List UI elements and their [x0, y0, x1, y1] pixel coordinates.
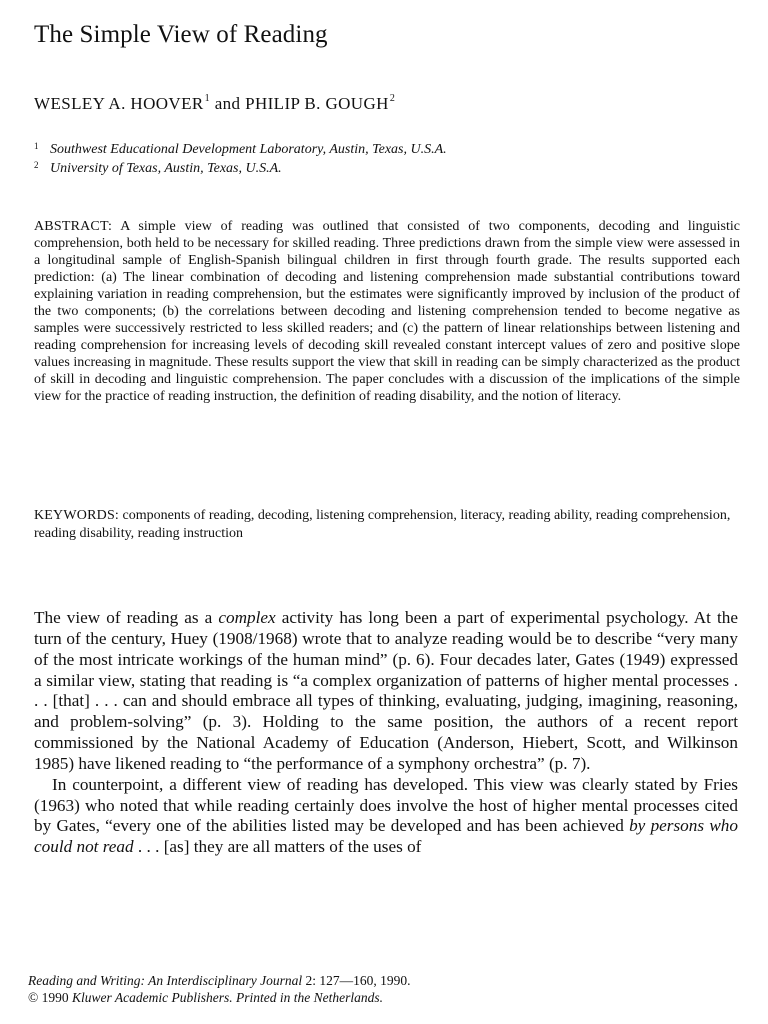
- affiliations: [34, 140, 447, 178]
- citation-details: 2: 127—160, 1990.: [302, 973, 411, 988]
- keywords-text: components of reading, decoding, listening comprehension, literacy, reading ability, reading comprehension, reading disability, reading instruction: [34, 508, 731, 541]
- affiliation-item: [34, 159, 447, 178]
- copyright-year: © 1990: [28, 990, 69, 1005]
- author-affiliation-mark: 1: [204, 93, 211, 104]
- body-text-run: The view of reading as a: [34, 608, 219, 627]
- abstract: [34, 218, 740, 406]
- body-text: [34, 608, 738, 858]
- body-paragraph: [34, 775, 738, 858]
- body-emphasis: complex: [218, 608, 276, 627]
- journal-name: Reading and Writing: An Interdisciplinary Journal: [28, 973, 303, 988]
- body-paragraph: [34, 608, 738, 775]
- body-text-run: . . . [as] they are all matters of the uses of: [133, 837, 422, 857]
- publisher-text: Kluwer Academic Publishers. Printed in the Netherlands.: [68, 990, 383, 1005]
- author-name: PHILIP B. GOUGH: [245, 94, 389, 113]
- affiliation-mark: 2: [34, 160, 39, 170]
- affiliation-text: University of Texas, Austin, Texas, U.S.A.: [50, 161, 282, 176]
- abstract-text: A simple view of reading was outlined that consisted of two components, decoding and linguistic comprehension, both held to be necessary for skilled reading. Three predictions drawn from the simple view were assessed in a longitudinal sample of English-Spanish bilingual children in first through fourth grade. The results supported each prediction: (a) The linear combination of decoding and listening comprehension made substantial contributions toward explaining variation in reading comprehension, but the estimates were significantly improved by inclusion of the product of the two components; (b) the correlations between decoding and listening comprehension tended to become negative as samples were successively restricted to less skilled readers; and (c) the pattern of linear relationships between listening and reading comprehension for increasing levels of decoding skill revealed constant intercept values of zero and positive slope values increasing in magnitude. These results support the view that skill in reading can be simply characterized as the product of skill in decoding and linguistic comprehension. The paper concludes with a discussion of the implications of the simple view for the practice of reading instruction, the definition of reading disability, and the notion of literacy.: [34, 219, 740, 405]
- body-text-run: In counterpoint, a different view of reading has developed. This view was clearly stated by Fries (1963) who noted that while reading certainly does involve the host of higher mental processes cited by Gates, “every one of the abilities listed may be developed and has been achieved: [34, 774, 738, 836]
- author-line: [34, 87, 395, 116]
- affiliation-text: Southwest Educational Development Laboratory, Austin, Texas, U.S.A.: [50, 142, 447, 157]
- keywords-label: KEYWORDS:: [34, 508, 120, 523]
- page-footer: [28, 972, 411, 1006]
- body-text-run: activity has long been a part of experimental psychology. At the turn of the century, Huey (1908/1968) wrote that to analyze reading would be to describe “very many of the most intricate workings of the human mind” (p. 6). Four decades later, Gates (1949) expressed a similar view, stating that reading is “a complex organization of patterns of higher mental processes . . . [that] . . . can and should embrace all types of thinking, evaluating, judging, imagining, reasoning, and problem-solving” (p. 3). Holding to the same position, the authors of a recent report commissioned by the National Academy of Education (Anderson, Hiebert, Scott, and Wilkinson 1985) have likened reading to “the performance of a symphony orchestra” (p. 7).: [34, 608, 738, 773]
- author-name: WESLEY A. HOOVER: [34, 94, 204, 113]
- copyright-line: [28, 989, 411, 1006]
- keywords: [34, 507, 740, 542]
- paper-title: The Simple View of Reading: [34, 21, 328, 48]
- author-connector: and: [214, 94, 241, 113]
- abstract-label: ABSTRACT:: [34, 219, 113, 234]
- affiliation-mark: 1: [34, 141, 39, 151]
- body-emphasis: by persons who could not read: [34, 816, 738, 857]
- journal-citation: [28, 972, 411, 989]
- author-affiliation-mark: 2: [389, 93, 396, 104]
- affiliation-item: [34, 140, 447, 159]
